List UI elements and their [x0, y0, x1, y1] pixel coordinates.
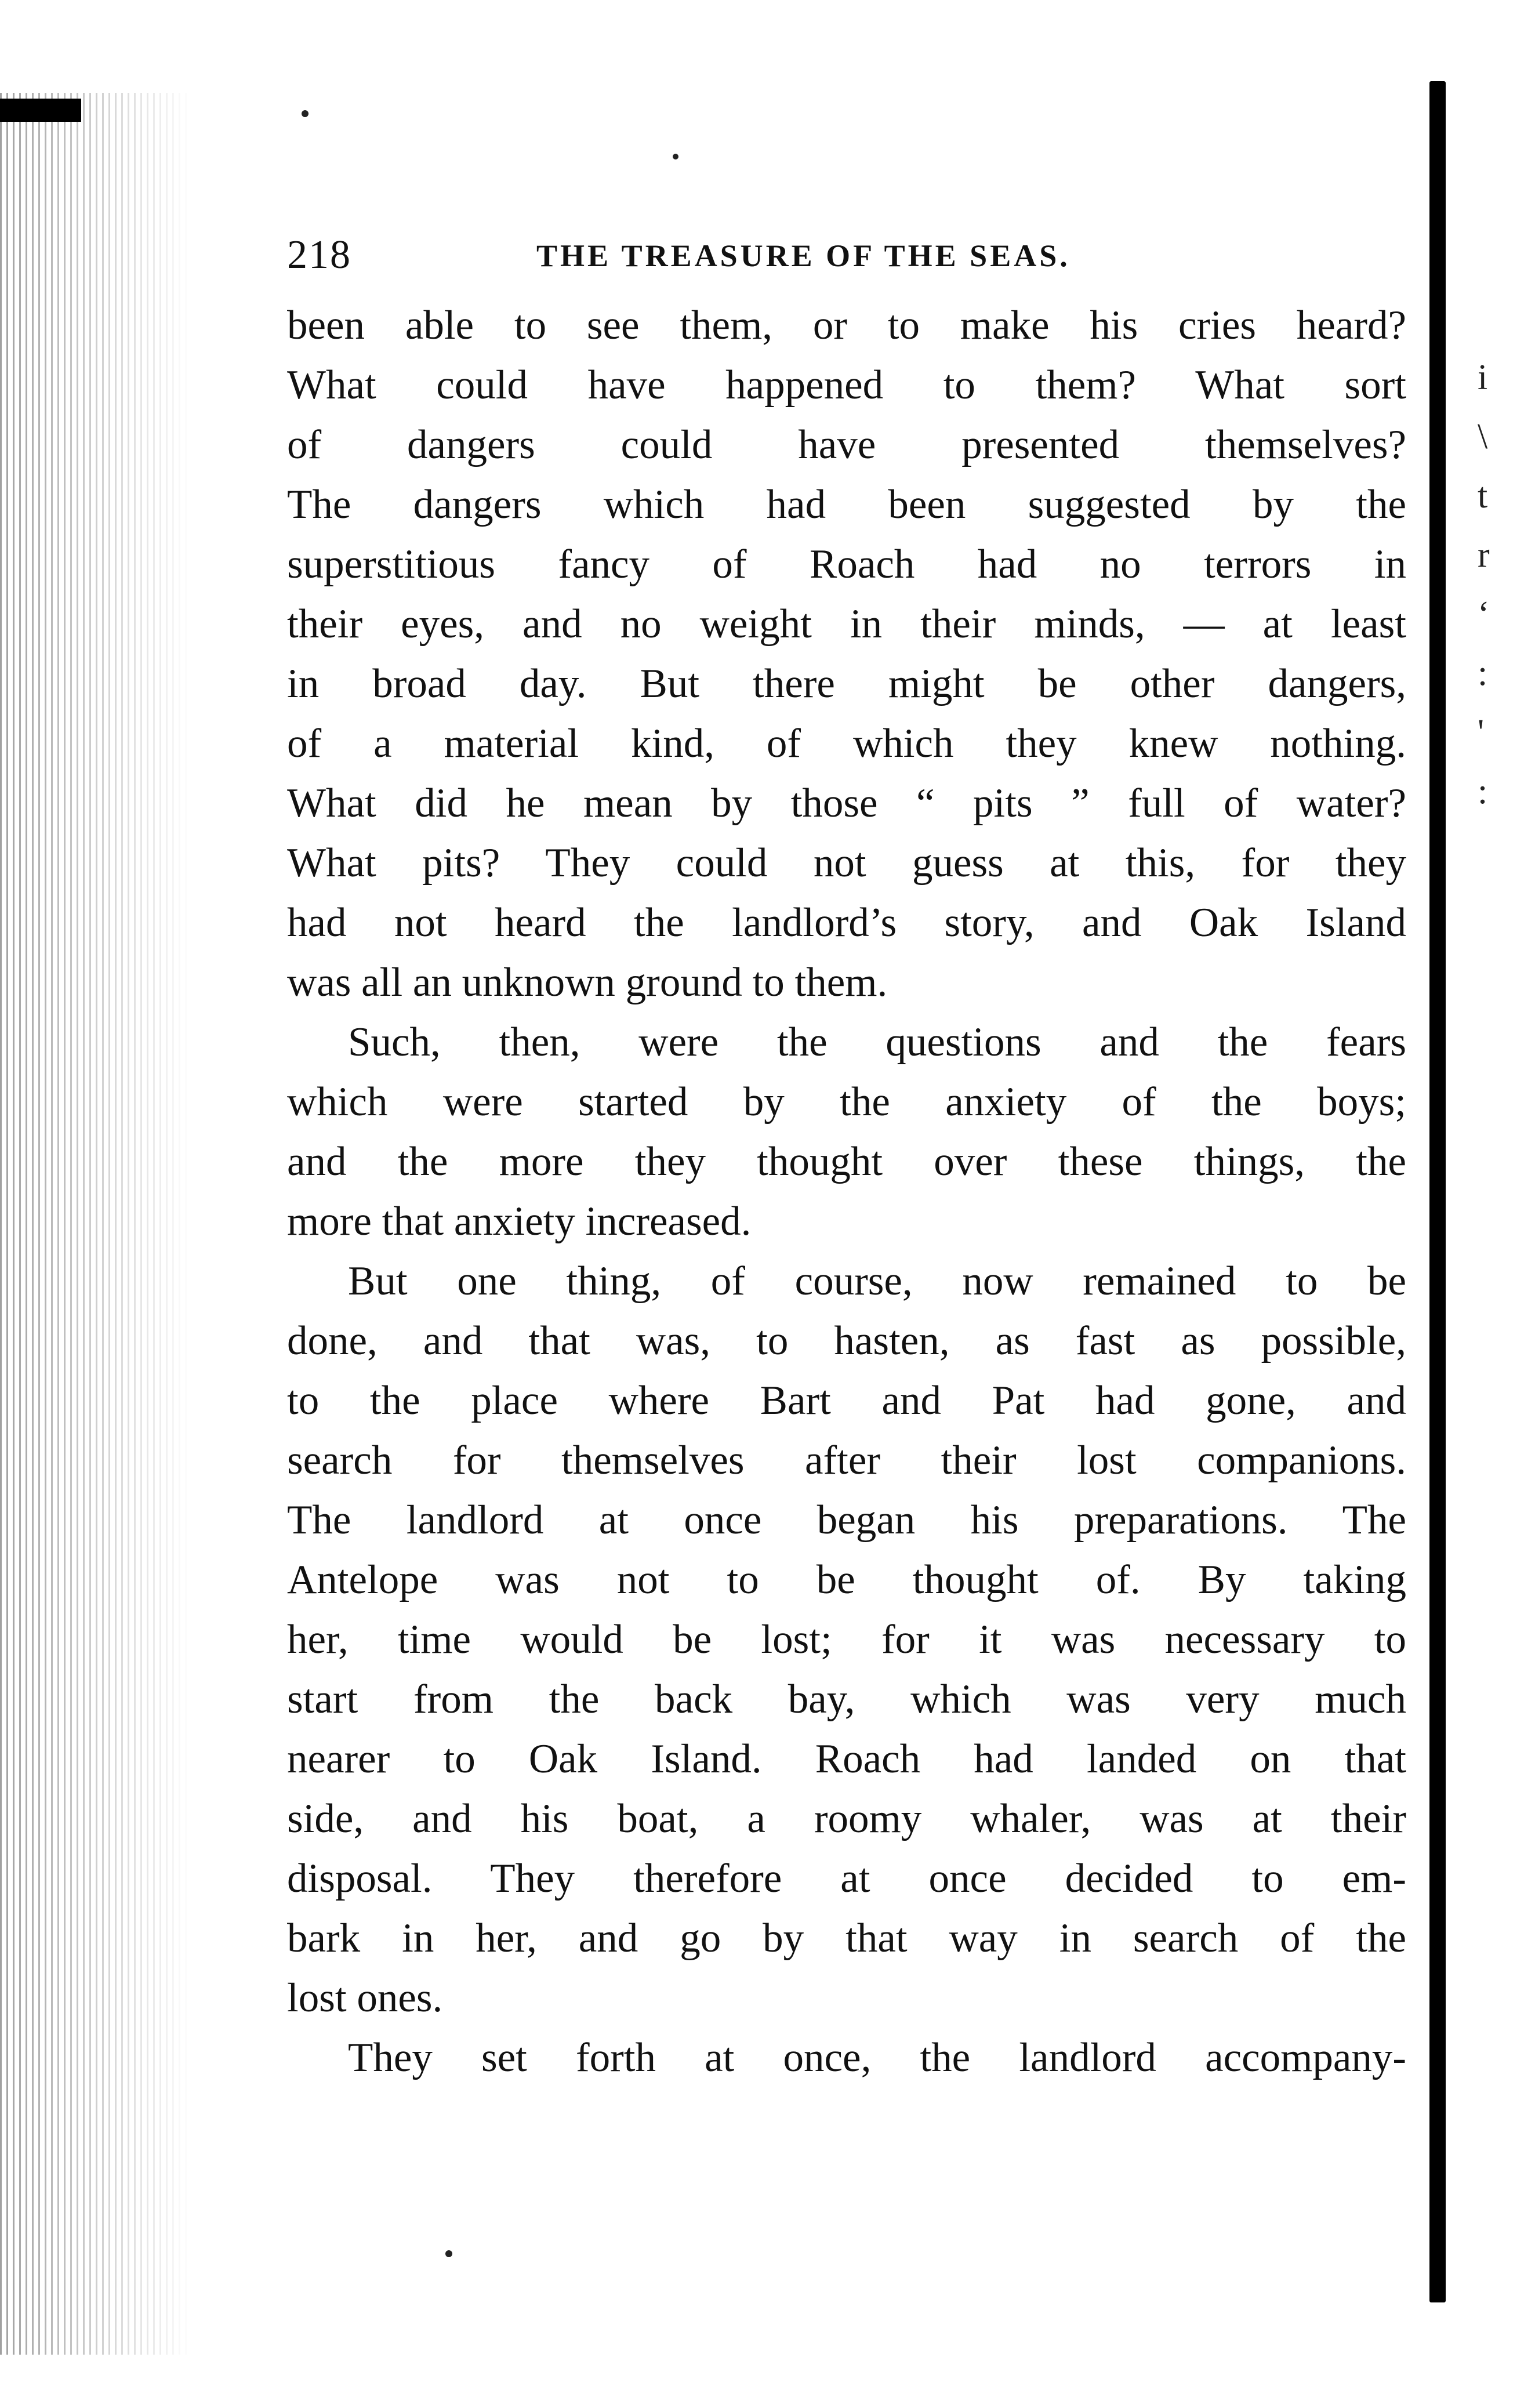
margin-letter: :: [1478, 654, 1488, 693]
text-line: of a material kind, of which they knew nothing.: [287, 721, 1406, 766]
body-text: [287, 296, 1406, 2088]
page-number: 218: [287, 233, 351, 277]
ink-speck: [302, 110, 309, 117]
text-line: their eyes, and no weight in their minds, — at least: [287, 601, 1406, 647]
bleed-through-letters: [1478, 348, 1512, 821]
text-line: They set forth at once, the landlord accompany-: [348, 2035, 1406, 2080]
text-line: superstitious fancy of Roach had no terrors in: [287, 542, 1406, 587]
text-line: done, and that was, to hasten, as fast as possible,: [287, 1318, 1406, 1363]
text-line: more that anxiety increased.: [287, 1199, 752, 1244]
adjacent-page-edge: [0, 93, 191, 2355]
book-page: [287, 232, 1406, 2088]
text-line: was all an unknown ground to them.: [287, 960, 888, 1005]
text-line: had not heard the landlord’s story, and Oak Island: [287, 900, 1406, 945]
text-line: to the place where Bart and Pat had gone, and: [287, 1378, 1406, 1423]
text-line: But one thing, of course, now remained to be: [348, 1259, 1406, 1304]
text-line: search for themselves after their lost companions.: [287, 1438, 1406, 1483]
margin-letter: ': [1478, 713, 1485, 752]
text-line: disposal. They therefore at once decided to em-: [287, 1856, 1406, 1901]
margin-letter: t: [1478, 476, 1488, 516]
ink-speck: [673, 154, 678, 159]
text-line: What pits? They could not guess at this, for they: [287, 840, 1406, 886]
margin-letter: i: [1478, 358, 1488, 397]
text-line: Such, then, were the questions and the fears: [348, 1020, 1406, 1065]
text-line: nearer to Oak Island. Roach had landed on that: [287, 1736, 1406, 1782]
margin-letter: \: [1478, 417, 1488, 456]
text-line: in broad day. But there might be other dangers,: [287, 661, 1406, 706]
margin-letter: r: [1478, 535, 1490, 575]
page-edge-mark: [0, 99, 81, 122]
text-line: What did he mean by those “ pits ” full of water?: [287, 781, 1406, 826]
text-line: side, and his boat, a roomy whaler, was at their: [287, 1796, 1406, 1841]
text-line: been able to see them, or to make his cries heard?: [287, 303, 1406, 348]
text-line: start from the back bay, which was very much: [287, 1677, 1406, 1722]
running-title: THE TREASURE OF THE SEAS.: [536, 238, 1070, 273]
text-line: bark in her, and go by that way in search of the: [287, 1916, 1406, 1961]
text-line: The landlord at once began his preparations. The: [287, 1497, 1406, 1543]
margin-letter: :: [1478, 772, 1488, 811]
text-line: lost ones.: [287, 1975, 443, 2021]
text-line: Antelope was not to be thought of. By taking: [287, 1557, 1406, 1602]
margin-letter: ‘: [1478, 594, 1490, 634]
text-line: which were started by the anxiety of the boys;: [287, 1079, 1406, 1125]
text-line: The dangers which had been suggested by the: [287, 482, 1406, 527]
text-line: What could have happened to them? What sort: [287, 362, 1406, 408]
text-line: her, time would be lost; for it was necessary to: [287, 1617, 1406, 1662]
text-line: of dangers could have presented themselves?: [287, 422, 1406, 467]
text-line: and the more they thought over these things, the: [287, 1139, 1406, 1184]
page-header: [287, 232, 1406, 296]
ink-speck: [445, 2250, 452, 2257]
binding-shadow-bar: [1429, 81, 1446, 2302]
